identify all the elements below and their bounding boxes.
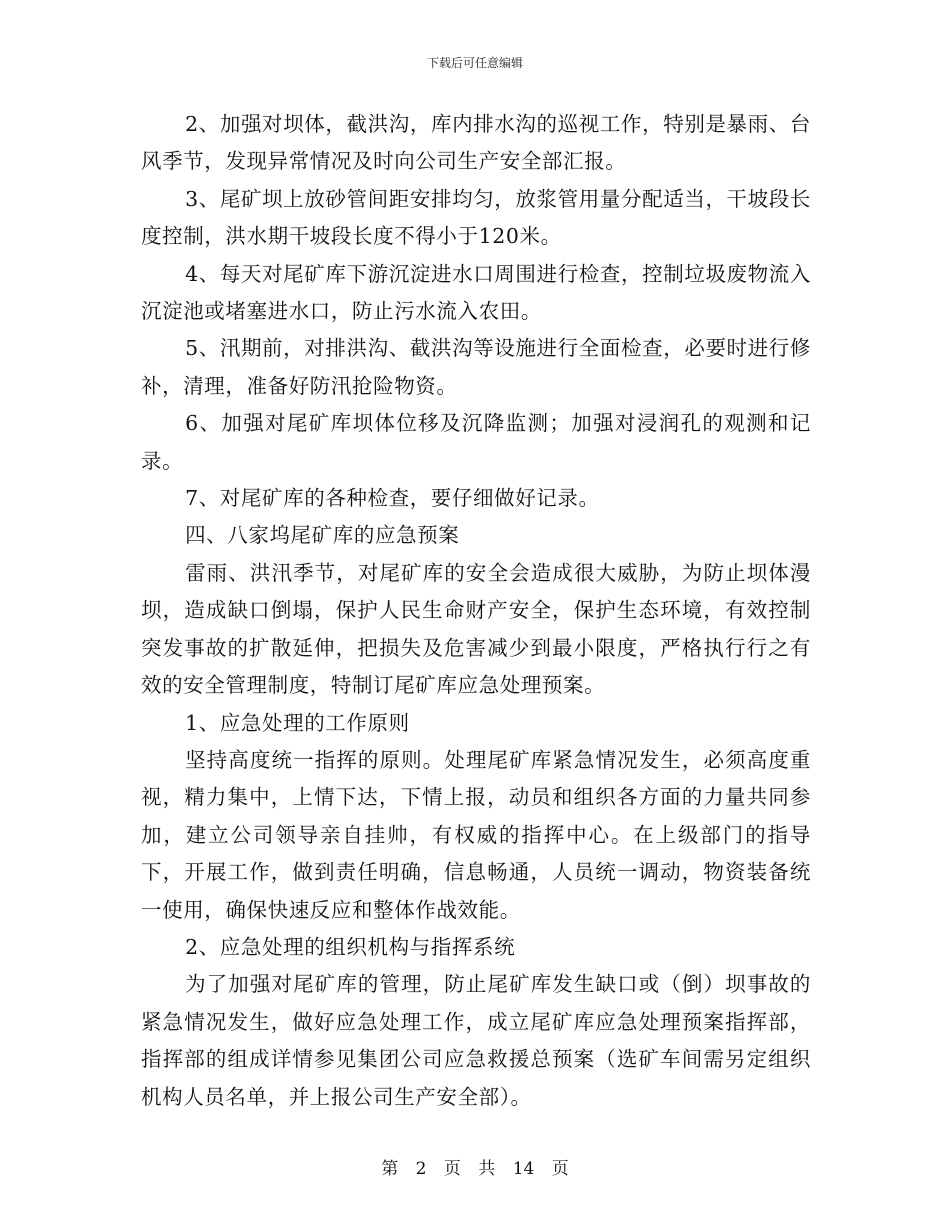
footer-page-number: 2 bbox=[415, 1159, 427, 1179]
page-header: 下载后可任意编辑 bbox=[426, 56, 523, 70]
footer-total-unit: 页 bbox=[551, 1159, 569, 1179]
subheading-1: 1、应急处理的工作原则 bbox=[185, 710, 410, 735]
paragraph-principle: 坚持高度统一指挥的原则。处理尾矿库紧急情况发生，必须高度重视，精力集中，上情下达，下情上报，动员和组织各方面的力量共同参加，建立公司领导亲自挂帅，有权威的指挥中心。在上级部门的指导下，开展工作，做到责任明确，信息畅通，人员统一调动，物资装备统一使用，确保快速反应和整体作战效能。 bbox=[141, 747, 811, 922]
paragraph-item-2: 2、加强对坝体，截洪沟，库内排水沟的巡视工作，特别是暴雨、台风季节，发现异常情况及时向公司生产安全部汇报。 bbox=[141, 112, 811, 174]
subheading-2: 2、应急处理的组织机构与指挥系统 bbox=[185, 934, 516, 959]
paragraph-item-7: 7、对尾矿库的各种检查，要仔细做好记录。 bbox=[185, 486, 600, 511]
footer-prefix: 第 bbox=[381, 1159, 399, 1179]
paragraph-organization: 为了加强对尾矿库的管理，防止尾矿库发生缺口或（倒）坝事故的紧急情况发生，做好应急处理工作，成立尾矿库应急处理预案指挥部，指挥部的组成详情参见集团公司应急救援总预案（选矿车间需另定组织机构人员名单，并上报公司生产安全部）。 bbox=[141, 972, 811, 1109]
document-body bbox=[141, 106, 811, 1116]
paragraph-item-3: 3、尾矿坝上放砂管间距安排均匀，放浆管用量分配适当，干坡段长度控制，洪水期干坡段长度不得小于120米。 bbox=[141, 186, 811, 249]
paragraph-item-5: 5、汛期前，对排洪沟、截洪沟等设施进行全面检查，必要时进行修补，清理，准备好防汛抢险物资。 bbox=[141, 336, 811, 398]
footer-page-unit: 页 bbox=[443, 1159, 461, 1179]
section-heading-4: 四、八家坞尾矿库的应急预案 bbox=[185, 523, 460, 548]
paragraph-item-6: 6、加强对尾矿库坝体位移及沉降监测；加强对浸润孔的观测和记录。 bbox=[141, 411, 811, 473]
paragraph-intro: 雷雨、洪汛季节，对尾矿库的安全会造成很大威胁，为防止坝体漫坝，造成缺口倒塌，保护人民生命财产安全，保护生态环境，有效控制突发事故的扩散延伸，把损失及危害减少到最小限度，严格执行行之有效的安全管理制度，特制订尾矿库应急处理预案。 bbox=[141, 560, 811, 698]
footer-total-pages: 14 bbox=[512, 1159, 535, 1179]
page-footer bbox=[0, 1154, 950, 1179]
paragraph-item-4: 4、每天对尾矿库下游沉淀进水口周围进行检查，控制垃圾废物流入沉淀池或堵塞进水口，防止污水流入农田。 bbox=[141, 261, 811, 324]
footer-total-prefix: 共 bbox=[478, 1159, 496, 1179]
